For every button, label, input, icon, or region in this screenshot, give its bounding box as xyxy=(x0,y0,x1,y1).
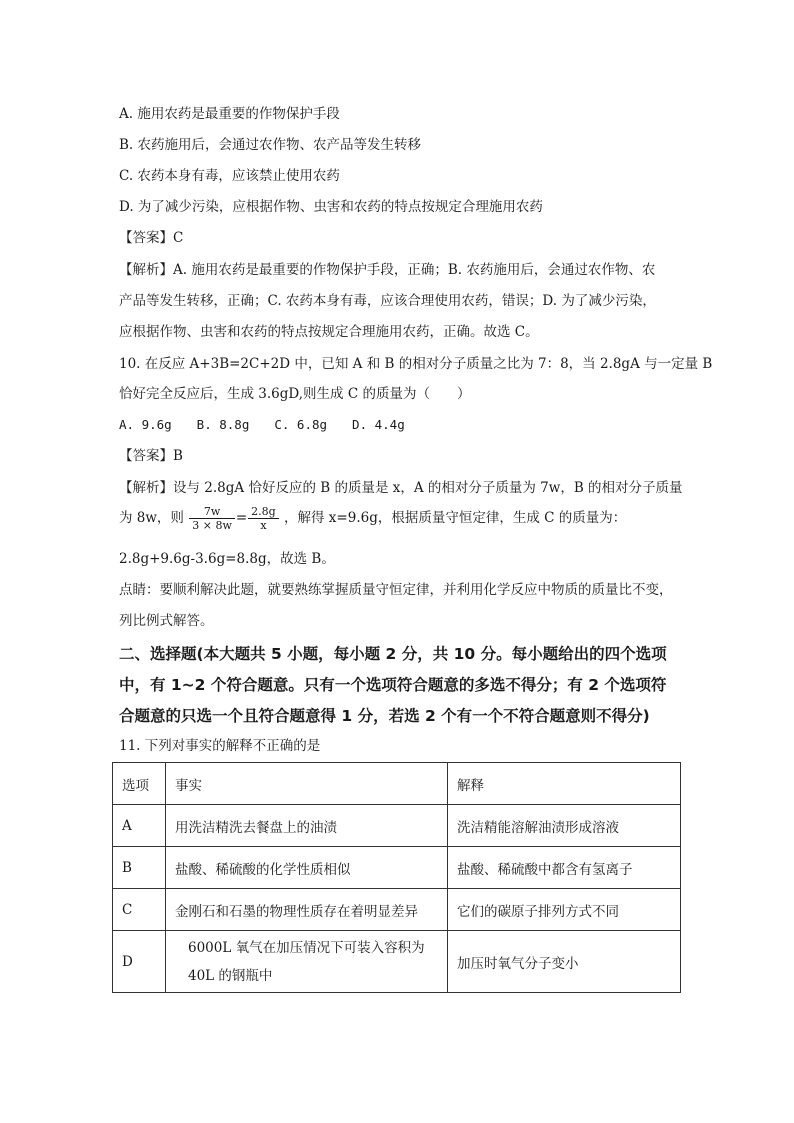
fraction-2-8g-over-x xyxy=(248,505,279,532)
header-option: 选项 xyxy=(113,763,166,805)
q10-tip-line-1: 点睛：要顺利解决此题，就要熟练掌握质量守恒定律，并利用化学反应中物质的质量比不变， xyxy=(119,582,673,598)
q10-answer: 【答案】B xyxy=(119,448,183,464)
row-option: B xyxy=(113,847,166,889)
q9-answer: 【答案】C xyxy=(119,230,184,246)
row-option: C xyxy=(113,889,166,931)
fraction-numerator: 2.8g xyxy=(248,505,279,519)
q10-analysis-line-2-suffix: ，解得 x=9.6g，根据质量守恒定律，生成 C 的质量为： xyxy=(284,510,627,526)
q9-analysis-line-3: 应根据作物、虫害和农药的特点按规定合理施用农药，正确。故选 C。 xyxy=(119,324,539,340)
row-explanation: 加压时氧气分子变小 xyxy=(448,931,681,993)
q11-table xyxy=(112,762,681,993)
row-explanation: 它们的碳原子排列方式不同 xyxy=(448,889,681,931)
table-row xyxy=(113,931,681,993)
row-fact: 金刚石和石墨的物理性质存在着明显差异 xyxy=(166,889,448,931)
q10-analysis-line-2-prefix: 为 8w，则 xyxy=(119,510,184,526)
q10-options: A. 9.6g B. 8.8g C. 6.8g D. 4.4g xyxy=(119,417,405,432)
fraction-numerator: 7w xyxy=(189,505,235,519)
q10-analysis-line-3: 2.8g+9.6g-3.6g=8.8g，故选 B。 xyxy=(119,551,335,567)
q10-tip-line-2: 列比例式解答。 xyxy=(119,613,214,629)
q9-analysis-line-1: 【解析】A. 施用农药是最重要的作物保护手段，正确；B. 农药施用后，会通过农作物、农 xyxy=(119,262,656,278)
row-option: D xyxy=(113,931,166,993)
row-fact: 6000L 氧气在加压情况下可装入容积为 40L 的钢瓶中 xyxy=(166,931,448,993)
fraction-7w-over-24w xyxy=(189,505,235,532)
section-heading-line-2: 中，有 1~2 个符合题意。只有一个选项符合题意的多选不得分；有 2 个选项符 xyxy=(119,676,667,694)
q9-option-d: D. 为了减少污染，应根据作物、虫害和农药的特点按规定合理施用农药 xyxy=(119,199,543,215)
q10-stem-line-2: 恰好完全反应后，生成 3.6gD,则生成 C 的质量为（ ） xyxy=(119,386,471,402)
table-row xyxy=(113,889,681,931)
fraction-denominator: x xyxy=(260,519,267,532)
table-row xyxy=(113,847,681,889)
header-explanation: 解释 xyxy=(448,763,681,805)
table-header-row xyxy=(113,763,681,805)
q10-analysis-line-1: 【解析】设与 2.8gA 恰好反应的 B 的质量是 x，A 的相对分子质量为 7w，B 的相对分子质量 xyxy=(119,480,683,496)
q9-analysis-line-2: 产品等发生转移，正确；C. 农药本身有毒，应该合理使用农药，错误；D. 为了减少污染， xyxy=(119,293,656,309)
q11-stem: 11. 下列对事实的解释不正确的是 xyxy=(119,738,321,754)
header-fact: 事实 xyxy=(166,763,448,805)
q10-stem-line-1: 10. 在反应 A+3B=2C+2D 中，已知 A 和 B 的相对分子质量之比为 7：8，当 2.8gA 与一定量 B xyxy=(119,356,713,372)
section-heading-line-1: 二、选择题(本大题共 5 小题，每小题 2 分，共 10 分。每小题给出的四个选项 xyxy=(119,645,667,663)
row-fact: 盐酸、稀硫酸的化学性质相似 xyxy=(166,847,448,889)
row-fact: 用洗洁精洗去餐盘上的油渍 xyxy=(166,805,448,847)
row-explanation: 盐酸、稀硫酸中都含有氢离子 xyxy=(448,847,681,889)
q9-option-c: C. 农药本身有毒，应该禁止使用农药 xyxy=(119,168,340,184)
fraction-equals: = xyxy=(235,510,248,526)
q10-analysis-line-2 xyxy=(119,503,626,533)
fraction-denominator: 3 × 8w xyxy=(192,519,232,532)
q9-option-a: A. 施用农药是最重要的作物保护手段 xyxy=(119,106,340,122)
q9-option-b: B. 农药施用后，会通过农作物、农产品等发生转移 xyxy=(119,137,422,153)
row-explanation: 洗洁精能溶解油渍形成溶液 xyxy=(448,805,681,847)
table-row xyxy=(113,805,681,847)
row-option: A xyxy=(113,805,166,847)
section-heading-line-3: 合题意的只选一个且符合题意得 1 分，若选 2 个有一个不符合题意则不得分) xyxy=(119,707,650,725)
